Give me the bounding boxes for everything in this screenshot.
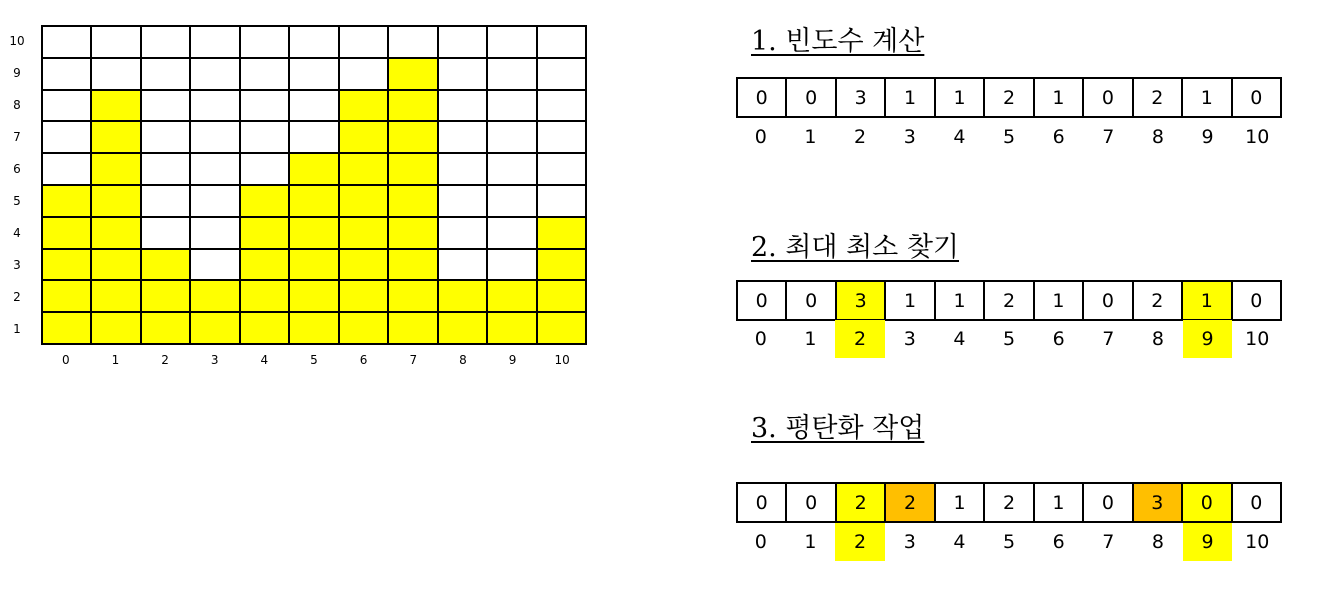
grid-cell	[142, 59, 191, 91]
grid-cell	[43, 91, 92, 123]
grid-cell	[191, 186, 240, 218]
grid-cell	[538, 122, 587, 154]
index-label: 4	[953, 126, 966, 148]
x-axis-label: 3	[210, 353, 219, 367]
grid-cell	[290, 27, 339, 59]
x-axis-label: 8	[459, 353, 467, 367]
array-cell: 0	[738, 484, 787, 521]
grid-cell	[340, 154, 389, 186]
grid-cell	[389, 122, 438, 154]
grid-cell	[142, 122, 191, 154]
grid-cell	[488, 186, 537, 218]
grid-cell	[241, 218, 290, 250]
grid-cell	[43, 313, 92, 345]
grid-cell	[142, 313, 191, 345]
array-cell: 1	[886, 282, 935, 319]
grid-cell	[191, 27, 240, 59]
grid-cell	[538, 250, 587, 282]
grid-cell	[43, 218, 92, 250]
index-label: 4	[953, 531, 966, 553]
x-axis-label: 9	[508, 353, 517, 367]
array-cell: 2	[1134, 79, 1183, 116]
y-axis-label: 6	[13, 162, 21, 176]
index-label: 10	[1245, 126, 1270, 148]
grid-cell	[340, 218, 389, 250]
array-cell: 2	[985, 79, 1034, 116]
grid-cell	[488, 91, 537, 123]
grid-cell	[191, 250, 240, 282]
index-label: 3	[903, 126, 916, 148]
array-cell: 1	[1183, 79, 1232, 116]
grid-cell	[43, 122, 92, 154]
grid-cell	[92, 91, 141, 123]
grid-cell	[538, 91, 587, 123]
index-label: 1	[804, 531, 817, 553]
grid-cell	[290, 250, 339, 282]
grid-cell	[538, 27, 587, 59]
grid-cell	[439, 122, 488, 154]
grid-cell	[290, 122, 339, 154]
grid-cell	[340, 281, 389, 313]
grid-cell	[43, 154, 92, 186]
x-axis-label: 0	[61, 353, 70, 367]
grid-cell	[241, 59, 290, 91]
index-label: 1	[804, 126, 817, 148]
index-label: 8	[1151, 126, 1164, 148]
grid-cell	[191, 91, 240, 123]
grid-cell	[142, 154, 191, 186]
index-label: 4	[953, 328, 966, 350]
grid-cell	[389, 313, 438, 345]
array-cell: 0	[787, 484, 836, 521]
grid-cell	[389, 250, 438, 282]
index-label: 9	[1183, 320, 1233, 358]
grid-cell	[92, 59, 141, 91]
grid-cell	[389, 91, 438, 123]
grid-cell	[241, 122, 290, 154]
index-label: 5	[1002, 531, 1016, 553]
grid-cell	[389, 154, 438, 186]
grid-cell	[488, 313, 537, 345]
x-axis-label: 2	[161, 353, 169, 367]
grid-cell	[142, 91, 191, 123]
section-2-frequency-array	[736, 280, 1282, 321]
array-cell: 2	[886, 484, 935, 521]
index-label: 9	[1183, 523, 1233, 561]
index-label: 2	[835, 523, 885, 561]
array-cell: 0	[1233, 79, 1280, 116]
grid-cell	[389, 281, 438, 313]
array-cell: 0	[1183, 484, 1232, 521]
index-label: 1	[804, 328, 817, 350]
y-axis-label: 4	[13, 226, 21, 240]
grid-cell	[439, 27, 488, 59]
index-label: 6	[1052, 126, 1065, 148]
y-axis-label: 8	[13, 98, 21, 112]
index-label: 9	[1201, 126, 1214, 148]
grid-cell	[439, 281, 488, 313]
grid-cell	[142, 281, 191, 313]
grid-cell	[43, 281, 92, 313]
y-axis-label: 7	[13, 130, 21, 144]
grid-cell	[389, 27, 438, 59]
grid-cell	[241, 27, 290, 59]
x-axis-label: 4	[260, 353, 269, 367]
grid-cell	[43, 59, 92, 91]
grid-cell	[488, 154, 537, 186]
index-label: 2	[835, 320, 885, 358]
grid-cell	[191, 154, 240, 186]
index-label: 3	[903, 328, 916, 350]
grid-cell	[538, 218, 587, 250]
index-label: 0	[754, 328, 767, 350]
grid-cell	[340, 91, 389, 123]
grid-cell	[191, 59, 240, 91]
grid-cell	[538, 313, 587, 345]
grid-cell	[439, 218, 488, 250]
index-label: 7	[1102, 126, 1115, 148]
grid-cell	[439, 154, 488, 186]
array-cell: 1	[936, 79, 985, 116]
array-cell: 3	[837, 282, 886, 319]
index-label: 2	[854, 126, 867, 148]
index-label: 8	[1151, 531, 1164, 553]
y-axis-label: 2	[13, 290, 21, 304]
array-cell: 1	[936, 484, 985, 521]
index-label: 7	[1102, 531, 1115, 553]
grid-cell	[340, 122, 389, 154]
x-axis-label: 5	[310, 353, 318, 367]
grid-cell	[538, 154, 587, 186]
grid-cell	[142, 250, 191, 282]
array-cell: 0	[738, 79, 787, 116]
section-1-title: 1. 빈도수 계산	[751, 26, 925, 57]
index-label: 5	[1002, 328, 1016, 350]
grid-cell	[340, 186, 389, 218]
grid-cell	[538, 59, 587, 91]
grid-cell	[340, 27, 389, 59]
array-cell: 1	[936, 282, 985, 319]
section-3-index-row	[736, 523, 1282, 561]
grid-cell	[389, 218, 438, 250]
grid-cell	[142, 218, 191, 250]
grid-cell	[43, 27, 92, 59]
array-cell: 1	[1035, 282, 1084, 319]
y-axis-label: 10	[9, 34, 25, 48]
grid-cell	[92, 186, 141, 218]
grid-cell	[340, 250, 389, 282]
array-cell: 0	[738, 282, 787, 319]
array-cell: 1	[1183, 282, 1232, 319]
grid-cell	[488, 218, 537, 250]
grid-cell	[92, 281, 141, 313]
array-cell: 0	[787, 282, 836, 319]
histogram-grid-area	[0, 0, 640, 400]
grid-cell	[43, 186, 92, 218]
array-cell: 0	[1084, 484, 1133, 521]
section-2-title: 2. 최대 최소 찾기	[751, 232, 960, 263]
grid-cell	[290, 186, 339, 218]
grid-cell	[488, 250, 537, 282]
grid-cell	[290, 281, 339, 313]
grid-cell	[290, 91, 339, 123]
grid-cell	[92, 154, 141, 186]
grid-cell	[92, 122, 141, 154]
grid-cell	[439, 313, 488, 345]
grid-cell	[389, 59, 438, 91]
grid-cell	[488, 27, 537, 59]
array-cell: 0	[787, 79, 836, 116]
grid-cell	[290, 154, 339, 186]
grid-cell	[290, 218, 339, 250]
grid-cell	[241, 250, 290, 282]
y-axis-label: 9	[13, 66, 21, 80]
grid-cell	[142, 186, 191, 218]
array-cell: 2	[837, 484, 886, 521]
grid-cell	[389, 186, 438, 218]
index-label: 7	[1102, 328, 1115, 350]
grid-cell	[241, 313, 290, 345]
grid-cell	[538, 281, 587, 313]
grid-cell	[488, 59, 537, 91]
index-label: 0	[754, 126, 767, 148]
x-axis-label: 7	[409, 353, 418, 367]
section-2-index-row	[736, 320, 1282, 358]
grid-cell	[241, 91, 290, 123]
array-cell: 2	[1134, 282, 1183, 319]
array-cell: 0	[1233, 282, 1280, 319]
array-cell: 1	[886, 79, 935, 116]
grid-cell	[92, 27, 141, 59]
index-label: 6	[1052, 531, 1065, 553]
grid-cell	[142, 27, 191, 59]
x-axis-label: 1	[111, 353, 120, 367]
x-axis-label: 10	[554, 353, 570, 367]
grid-cell	[439, 59, 488, 91]
array-cell: 2	[985, 484, 1034, 521]
section-3-frequency-array	[736, 482, 1282, 523]
grid-cell	[191, 218, 240, 250]
section-1-index-row	[736, 118, 1282, 156]
grid-cell	[340, 313, 389, 345]
grid-cell	[43, 250, 92, 282]
grid-cell	[538, 186, 587, 218]
array-cell: 2	[985, 282, 1034, 319]
array-cell: 1	[1035, 79, 1084, 116]
array-cell: 0	[1233, 484, 1280, 521]
index-label: 10	[1245, 328, 1270, 350]
grid-cell	[241, 154, 290, 186]
array-cell: 1	[1035, 484, 1084, 521]
grid-cell	[92, 250, 141, 282]
index-label: 6	[1052, 328, 1065, 350]
grid-cell	[191, 313, 240, 345]
index-label: 10	[1245, 531, 1270, 553]
array-cell: 0	[1084, 79, 1133, 116]
grid-cell	[439, 250, 488, 282]
grid-cell	[241, 186, 290, 218]
index-label: 3	[903, 531, 916, 553]
grid-cell	[488, 281, 537, 313]
grid-cell	[92, 313, 141, 345]
grid-cell	[439, 186, 488, 218]
index-label: 8	[1151, 328, 1164, 350]
grid-cell	[290, 313, 339, 345]
grid-cell	[439, 91, 488, 123]
x-axis-label: 6	[359, 353, 368, 367]
grid-cell	[241, 281, 290, 313]
grid-cell	[340, 59, 389, 91]
grid-cell	[191, 122, 240, 154]
y-axis-label: 5	[13, 194, 21, 208]
section-1-frequency-array	[736, 77, 1282, 118]
histogram-grid	[41, 25, 587, 345]
array-cell: 0	[1084, 282, 1133, 319]
array-cell: 3	[1134, 484, 1183, 521]
y-axis-label: 1	[13, 322, 21, 336]
section-3-title: 3. 평탄화 작업	[751, 413, 925, 444]
index-label: 5	[1002, 126, 1016, 148]
grid-cell	[488, 122, 537, 154]
grid-cell	[92, 218, 141, 250]
grid-cell	[191, 281, 240, 313]
grid-cell	[290, 59, 339, 91]
y-axis-label: 3	[13, 258, 21, 272]
index-label: 0	[754, 531, 767, 553]
array-cell: 3	[837, 79, 886, 116]
